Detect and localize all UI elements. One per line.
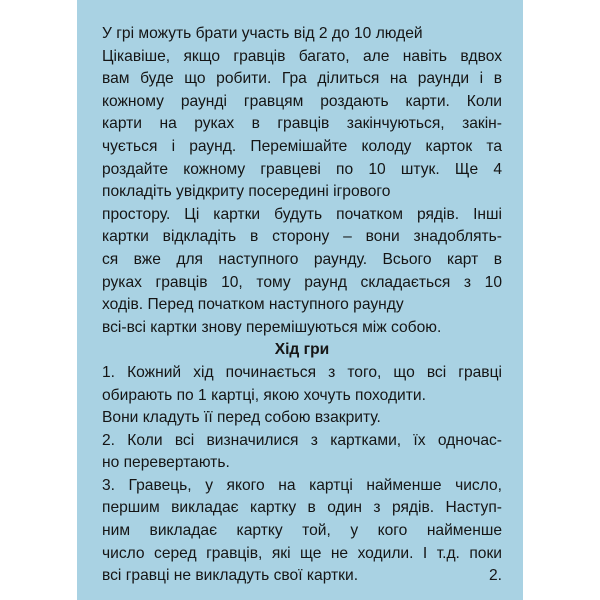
rule-line: Вони кладуть її перед собою взакриту. [102, 409, 381, 427]
page-number: 2. [488, 567, 502, 585]
text-line: простору. Ці картки будуть початком рядів. Інші [102, 205, 502, 223]
section-heading: Хід гри [274, 341, 330, 359]
text-line: Цікавіше, якщо гравців багато, але навіть вдвох [102, 47, 502, 65]
text-line: покладіть увідкриту посередині ігрового [102, 183, 391, 201]
rule-line: 2. Коли всі визначилися з картками, їх одночас- [102, 431, 502, 449]
rule-line: ним викладає картку той, у кого найменше [102, 522, 502, 540]
text-line: руках гравців 10, тому раунд складається з 10 [102, 273, 502, 291]
text-line: кожному раунді гравцям роздають карти. Коли [102, 92, 502, 110]
rule-line [102, 565, 502, 588]
rule-line: число серед гравців, які ще не ходили. І т.д. поки [102, 544, 502, 562]
rule-line: 1. Кожний хід починається з того, що всі гравці [102, 363, 502, 381]
rule-line: першим викладає картку в один з рядів. Наступ- [102, 499, 502, 517]
text-line: вам буде що робити. Гра ділиться на раунди і в [102, 70, 502, 88]
text-line: ся вже для наступного раунду. Всього карт в [102, 250, 502, 268]
text-line: картки відкладіть в сторону – вони знадоблять- [102, 228, 502, 246]
rule-line-text: всі гравці не викладуть свої картки. [102, 567, 359, 585]
text-line: роздайте кожному гравцеві по 10 штук. Ще 4 [102, 160, 502, 178]
text-line: ходів. Перед початком наступного раунду [102, 296, 404, 314]
rules-text-block [102, 23, 502, 588]
text-line: У грі можуть брати участь від 2 до 10 людей [102, 25, 423, 42]
text-line: карти на руках в гравців закінчуються, закін- [102, 115, 502, 133]
rule-line: 3. Гравець, у якого на картці найменше число, [102, 476, 502, 494]
text-line: всі-всі картки знову перемішуються між собою. [102, 318, 442, 336]
rule-line: обирають по 1 картці, якою хочуть походити. [102, 386, 426, 404]
text-line: чується і раунд. Перемішайте колоду карток та [102, 137, 502, 155]
rule-line: но перевертають. [102, 454, 230, 472]
rules-page [77, 0, 523, 600]
